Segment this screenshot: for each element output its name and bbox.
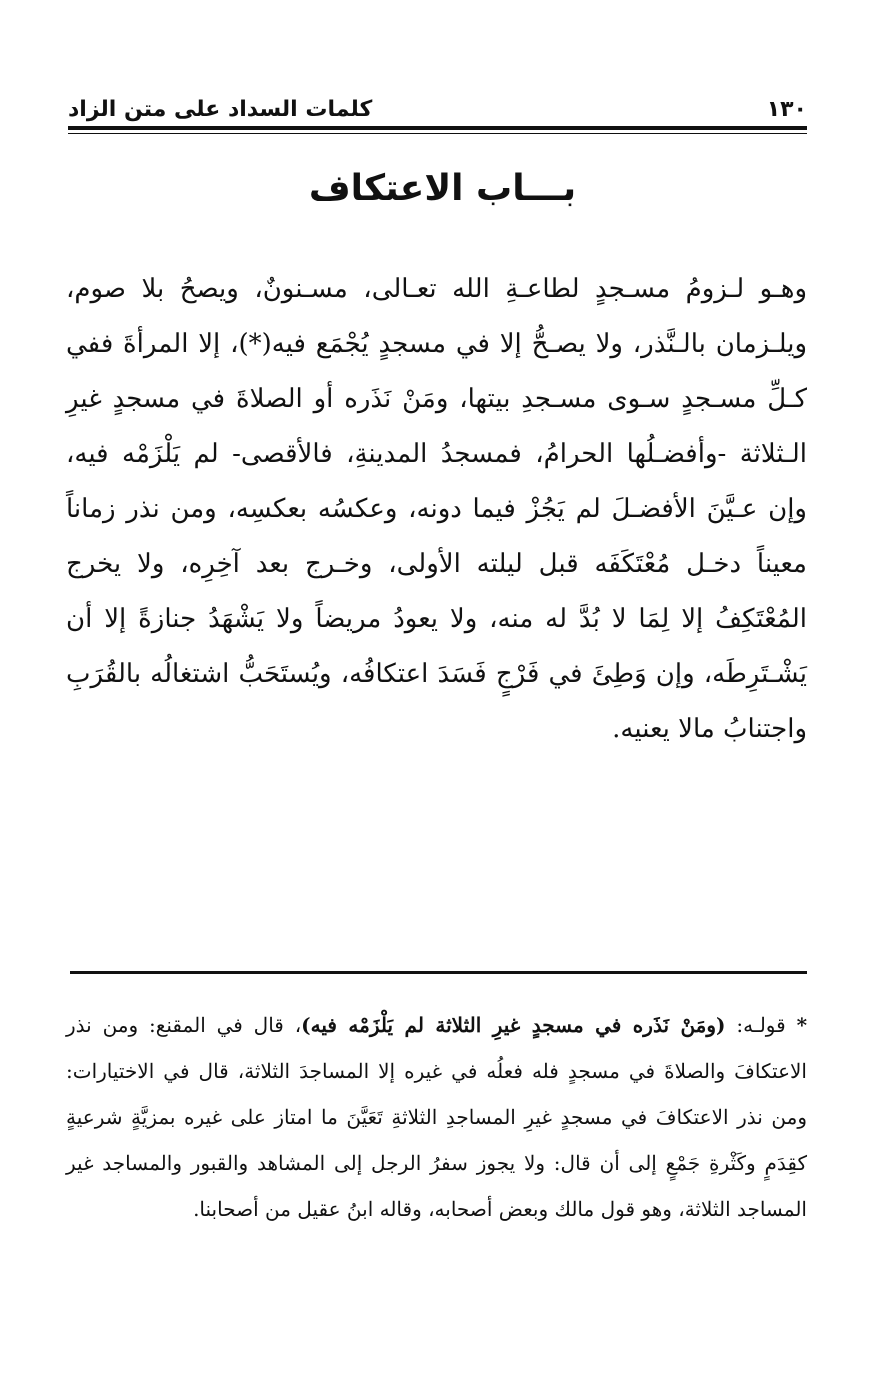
footnote-quote: (ومَنْ نَذَره في مسجدٍ غيرِ الثلاثة لم يَلْزَمْه فيه) [301, 1013, 726, 1037]
footnote-divider [70, 971, 807, 974]
page-number: ١٣٠ [766, 97, 807, 122]
page-header [68, 88, 807, 122]
main-text [66, 262, 807, 757]
running-title: كلمات السداد على متن الزاد [68, 97, 373, 122]
footnote-paragraph [66, 1002, 807, 1232]
chapter-title: بـــاب الاعتكاف [308, 168, 577, 209]
footnote-marker: * [796, 1013, 808, 1037]
footnote-text: ، قال في المقنع: ومن نذر الاعتكافَ والصلاةَ في مسجدٍ فله فعلُه في غيره إلا المساجدَ الثلاثة، قال في الاختيارات: ومن نذر الاعتكافَ في مسجدٍ غيرِ المساجدِ الثلاثةِ تَعَيَّنَ ما امتاز على غيره بمزيَّةٍ شرعيةٍ كقِدَمٍ وكَثْرةِ جَمْعٍ إلى أن قال: ولا يجوز سفرُ الرجل إلى المشاهد والقبور والمساجد غير المساجد الثلاثة، وهو قول مالك وبعض أصحابه، وقاله ابنُ عقيل من أصحابنا. [66, 1013, 808, 1221]
main-paragraph: وهـو لـزومُ مسـجدٍ لطاعـةِ الله تعـالى، مسـنونٌ، ويصحُ بلا صوم، ويلـزمان بالـنَّذر، ولا يصـحُّ إلا في مسجدٍ يُجْمَع فيه(*)، إلا المرأةَ ففي كـلِّ مسـجدٍ سـوى مسـجدِ بيتها، ومَنْ نَذَره أو الصلاةَ في مسجدٍ غيرِ الـثلاثة -وأفضـلُها الحرامُ، فمسجدُ المدينةِ، فالأقصى- لم يَلْزَمْه فيه، وإن عـيَّنَ الأفضـلَ لم يَجُزْ فيما دونه، وعكسُه بعكسِه، ومن نذر زماناً معيناً دخـل مُعْتَكَفَه قبل ليلته الأولى، وخـرج بعد آخِرِه، ولا يخرج المُعْتَكِفُ إلا لِمَا لا بُدَّ له منه، ولا يعودُ مريضاً ولا يَشْهَدُ جنازةً إلا أن يَشْـتَرِطَه، وإن وَطِئَ في فَرْجٍ فَسَدَ اعتكافُه، ويُستَحَبُّ اشتغالُه بالقُرَبِ واجتنابُ مالا يعنيه. [66, 274, 807, 744]
footnote-intro: قولـه: [736, 1013, 786, 1037]
header-rule-thin [68, 133, 807, 134]
header-rule-thick [68, 126, 807, 130]
footnote [66, 1002, 807, 1232]
